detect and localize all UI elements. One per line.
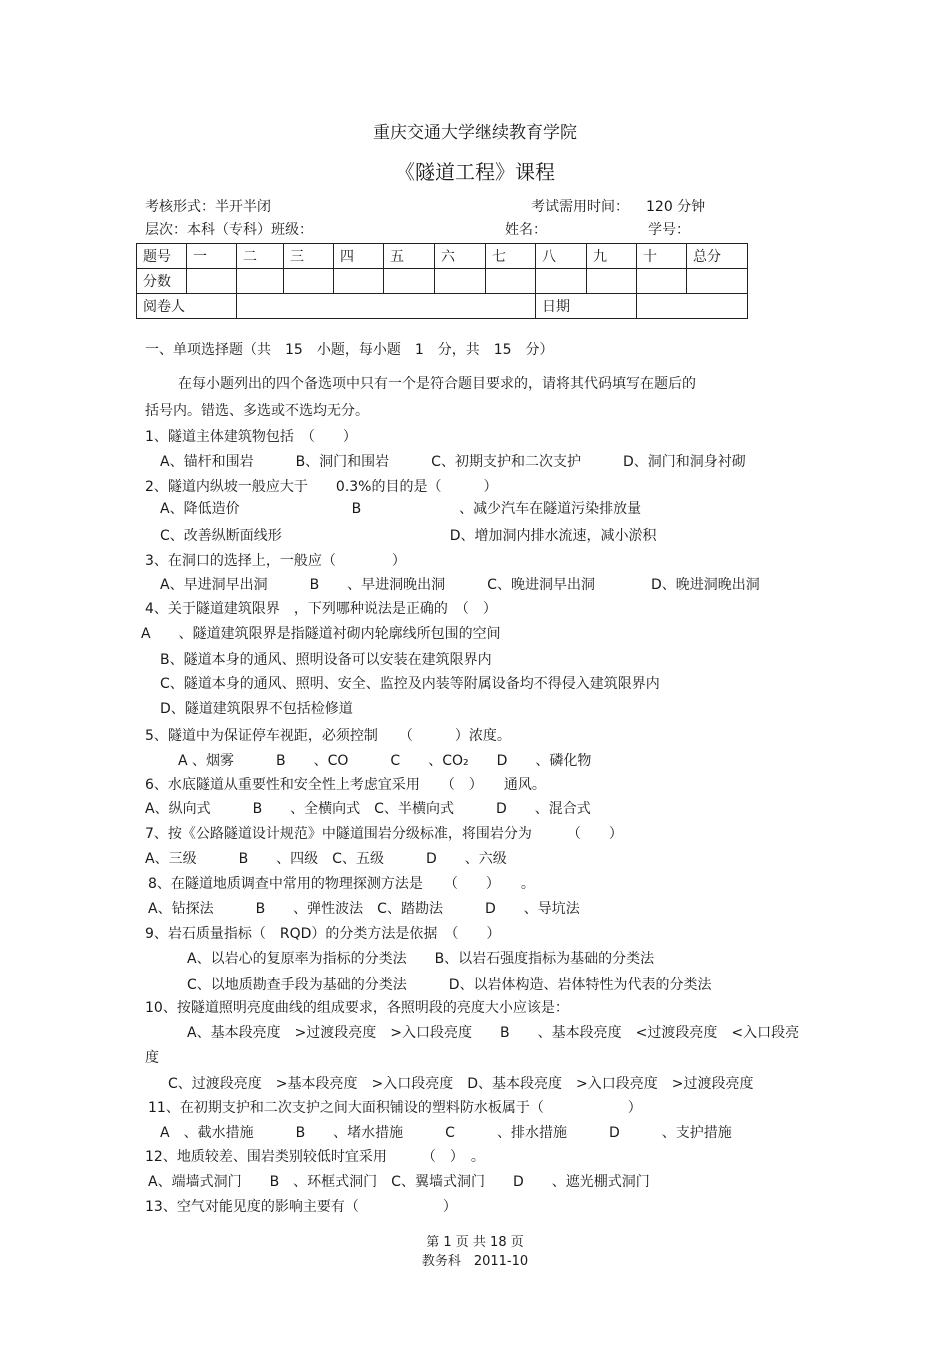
score-header-cell: 二 [237,244,284,269]
score-header-cell: 九 [587,244,637,269]
exam-time-label: 考试需用时间： [531,199,629,215]
score-table [136,243,748,319]
option-line: C、隧道本身的通风、照明、安全、监控及内装等附属设备均不得侵入建筑限界内 [160,676,660,692]
option-line: A、纵向式 B 、全横向式 C、半横向式 D 、混合式 [145,801,591,817]
score-header-cell: 一 [187,244,237,269]
score-header-cell: 四 [334,244,384,269]
score-empty-cell[interactable] [587,269,637,294]
date-label-cell: 日期 [536,294,637,319]
score-empty-cell[interactable] [237,269,284,294]
question-line: 4、关于隧道建筑限界 ，下列哪种说法是正确的 （ ） [145,601,497,617]
score-header-cell: 总分 [687,244,748,269]
page-number: 第 1 页 共 18 页 [426,1235,524,1250]
score-empty-cell[interactable] [687,269,748,294]
instruction-line: 在每小题列出的四个备选项中只有一个是符合题目要求的，请将其代码填写在题后的 [178,376,696,392]
score-empty-cell[interactable] [384,269,435,294]
score-empty-cell[interactable] [187,269,237,294]
question-line: 12、地质较差、围岩类别较低时宜采用 （ ） 。 [145,1149,485,1165]
score-header-cell: 十 [637,244,687,269]
exam-form: 考核形式：半开半闭 [145,199,271,215]
question-line: 8、在隧道地质调查中常用的物理探测方法是 （ ） 。 [148,876,535,892]
option-line: A、降低造价 B 、减少汽车在隧道污染排放量 [160,501,642,517]
question-line: 11、在初期支护和二次支护之间大面积铺设的塑料防水板属于（ ） [148,1100,642,1116]
question-line: 3、在洞口的选择上，一般应（ ） [145,553,406,569]
score-empty-cell[interactable] [284,269,334,294]
question-line: 1、隧道主体建筑物包括 （ ） [145,429,357,445]
school-title: 重庆交通大学继续教育学院 [373,123,577,143]
student-name: 姓名： [505,222,547,238]
option-line: A 、隧道建筑限界是指隧道衬砌内轮廓线所包围的空间 [141,626,501,642]
score-header-cell: 六 [435,244,486,269]
question-line: 9、岩石质量指标（ RQD）的分类方法是依据 （ ） [145,926,501,942]
level-class: 层次：本科（专科）班级： [145,222,313,238]
score-header-cell: 七 [486,244,536,269]
score-empty-cell[interactable] [486,269,536,294]
question-line: 2、隧道内纵坡一般应大于 0.3%的目的是（ ） [145,479,498,495]
option-line: C、改善纵断面线形 D、增加洞内排水流速，减小淤积 [160,528,657,544]
course-title: 《隧道工程》课程 [395,160,555,184]
score-header-cell: 八 [536,244,587,269]
score-empty-cell[interactable] [637,269,687,294]
student-id: 学号： [648,222,690,238]
option-line: A、钻探法 B 、弹性波法 C、踏勘法 D 、导坑法 [148,901,580,917]
option-line: D、隧道建筑限界不包括检修道 [160,701,353,717]
score-empty-cell[interactable] [536,269,587,294]
score-empty-cell[interactable] [435,269,486,294]
score-row-grader [137,294,748,319]
section-title: 一、单项选择题（共 15 小题，每小题 1 分，共 15 分） [145,342,554,358]
option-line: A 、烟雾 B 、CO C 、CO₂ D 、磷化物 [178,753,592,769]
question-line: 5、隧道中为保证停车视距，必须控制 （ ）浓度。 [145,728,511,744]
grader-empty-cell[interactable] [237,294,536,319]
office-date: 教务科 2011-10 [421,1254,529,1269]
option-line: 度 [145,1050,159,1066]
score-row-points [137,269,748,294]
option-line: A、三级 B 、四级 C、五级 D 、六级 [145,851,507,867]
option-line: B、隧道本身的通风、照明设备可以安装在建筑限界内 [160,652,492,668]
option-line: A、锚杆和围岩 B、洞门和围岩 C、初期支护和二次支护 D、洞门和洞身衬砌 [160,454,746,470]
score-header-cell: 五 [384,244,435,269]
option-line: C、过渡段亮度 >基本段亮度 >入口段亮度 D、基本段亮度 >入口段亮度 >过渡段亮度 [168,1076,754,1092]
option-line: C、以地质勘查手段为基础的分类法 D、以岩体构造、岩体特性为代表的分类法 [187,977,712,993]
score-label-cell: 分数 [137,269,187,294]
option-line: A 、截水措施 B 、堵水措施 C 、排水措施 D 、支护措施 [160,1125,732,1141]
grader-label-cell: 阅卷人 [137,294,237,319]
option-line: A、基本段亮度 >过渡段亮度 >入口段亮度 B 、基本段亮度 <过渡段亮度 <入口段亮 [187,1025,800,1041]
option-line: A、以岩心的复原率为指标的分类法 B、以岩石强度指标为基础的分类法 [187,951,655,967]
question-line: 10、按隧道照明亮度曲线的组成要求，各照明段的亮度大小应该是： [145,1000,569,1016]
question-line: 6、水底隧道从重要性和安全性上考虑宜采用 （ ） 通风。 [145,777,546,793]
date-empty-cell[interactable] [637,294,748,319]
score-row-numbers [137,244,748,269]
score-empty-cell[interactable] [334,269,384,294]
exam-time-value: 120 分钟 [646,199,706,215]
question-line: 7、按《公路隧道设计规范》中隧道围岩分级标准，将围岩分为 （ ） [145,826,623,842]
score-header-cell: 三 [284,244,334,269]
instruction-line: 括号内。错选、多选或不选均无分。 [145,403,369,419]
question-line: 13、空气对能见度的影响主要有（ ） [145,1199,457,1215]
score-header-cell: 题号 [137,244,187,269]
option-line: A、早进洞早出洞 B 、早进洞晚出洞 C、晚进洞早出洞 D、晚进洞晚出洞 [160,577,760,593]
option-line: A、端墙式洞门 B 、环框式洞门 C、翼墙式洞门 D 、遮光棚式洞门 [148,1174,650,1190]
